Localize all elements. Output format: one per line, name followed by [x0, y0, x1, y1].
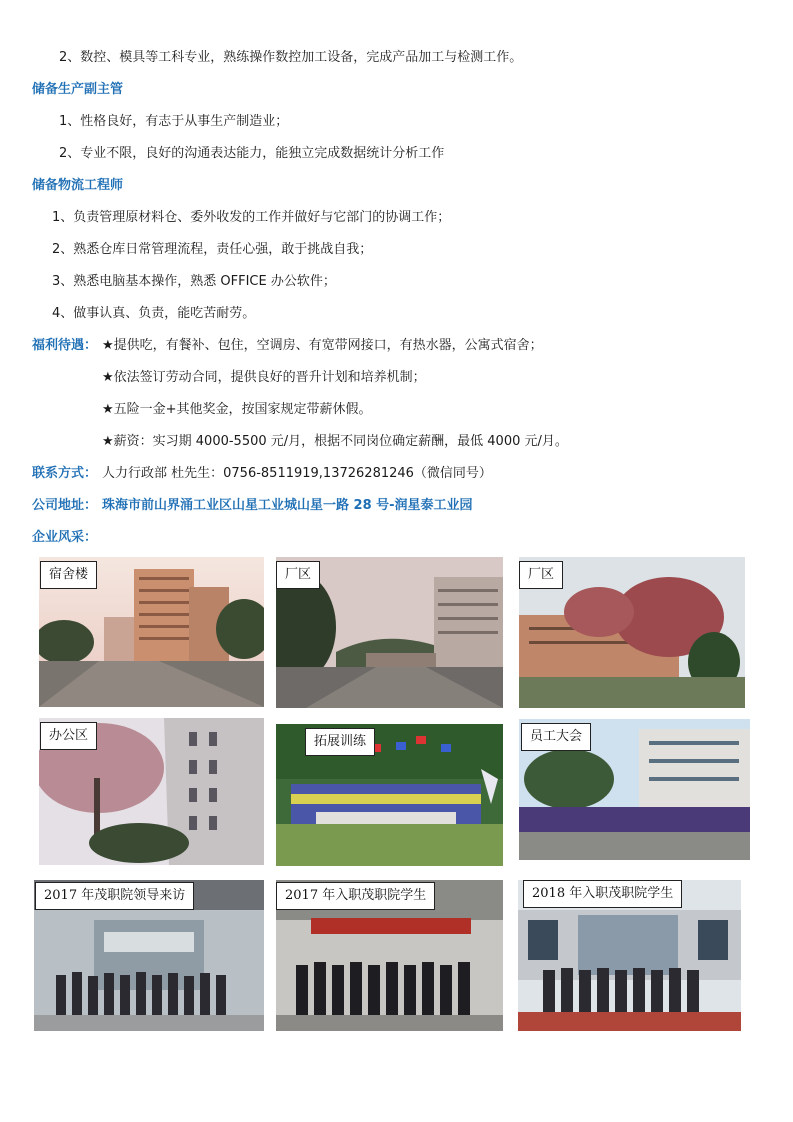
- benefit-item: ★五险一金+其他奖金，按国家规定带薪休假。: [102, 402, 372, 417]
- photo-caption: 2017 年茂职院领导来访: [35, 882, 194, 910]
- supervisor-item: 2、专业不限，良好的沟通表达能力，能独立完成数据统计分析工作: [59, 146, 445, 161]
- photo-caption: 宿舍楼: [40, 561, 97, 589]
- photo-caption: 员工大会: [521, 723, 591, 751]
- contact-label: 联系方式：: [32, 466, 98, 481]
- gallery-label: 企业风采：: [32, 530, 98, 545]
- logistics-item: 2、熟悉仓库日常管理流程，责任心强，敢于挑战自我；: [52, 242, 373, 257]
- benefit-item: ★薪资：实习期 4000-5500 元/月，根据不同岗位确定薪酬，最低 4000 元/月。: [102, 434, 568, 449]
- logistics-item: 4、做事认真、负责，能吃苦耐劳。: [52, 306, 256, 321]
- logistics-item: 1、负责管理原材料仓、委外收发的工作并做好与它部门的协调工作；: [52, 210, 451, 225]
- benefit-item: ★依法签订劳动合同，提供良好的晋升计划和培养机制；: [102, 370, 426, 385]
- photo-caption: 厂区: [276, 561, 320, 589]
- photo-caption: 2018 年入职茂职院学生: [523, 880, 682, 908]
- contact-value: 人力行政部 杜先生：0756-8511919,13726281246（微信同号）: [102, 466, 492, 481]
- section-title-supervisor: 储备生产副主管: [32, 82, 124, 97]
- benefit-item: ★提供吃，有餐补、包住，空调房、有宽带网接口，有热水器，公寓式宿舍；: [102, 338, 543, 353]
- section-title-logistics: 储备物流工程师: [32, 178, 124, 193]
- logistics-item: 3、熟悉电脑基本操作，熟悉 OFFICE 办公软件；: [52, 274, 336, 289]
- photo-caption: 拓展训练: [305, 728, 375, 756]
- supervisor-item: 1、性格良好，有志于从事生产制造业；: [59, 114, 289, 129]
- photo-caption: 办公区: [40, 722, 97, 750]
- benefits-label: 福利待遇：: [32, 338, 98, 353]
- address-value: 珠海市前山界涌工业区山星工业城山星一路 28 号-润星泰工业园: [102, 498, 473, 513]
- photo-caption: 厂区: [519, 561, 563, 589]
- photo-caption: 2017 年入职茂职院学生: [276, 882, 435, 910]
- address-label: 公司地址：: [32, 498, 98, 513]
- requirement-item: 2、数控、模具等工科专业，熟练操作数控加工设备，完成产品加工与检测工作。: [59, 50, 523, 65]
